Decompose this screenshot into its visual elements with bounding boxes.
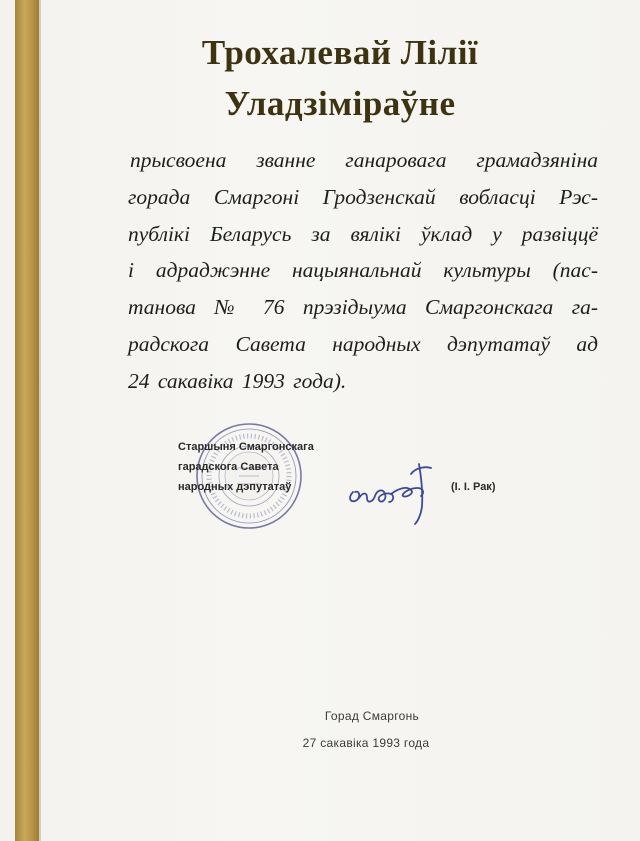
award-text-line: танова № 76 прэзідыума Смаргонскага га-	[128, 295, 598, 320]
award-text-line: радскога Савета народных дэпутатаў ад	[128, 331, 598, 356]
award-text	[128, 142, 598, 400]
issue-place: Горад Смаргонь	[324, 709, 420, 723]
signatory-title-line: народных дэпутатаў	[178, 481, 292, 493]
award-text-line: горада Смаргоні Гродзенскай вобласці Рэс-	[128, 184, 598, 209]
award-text-line: і адраджэнне нацыянальнай культуры (пас-	[128, 258, 598, 283]
award-text-line: 24 сакавіка 1993 года).	[128, 368, 347, 393]
gold-border-band	[15, 0, 39, 841]
issue-date: 27 сакавіка 1993 года	[302, 736, 430, 750]
award-text-line: прысвоена званне ганаровага грамадзяніна	[130, 148, 598, 172]
recipient-name-line2: Уладзіміраўне	[224, 84, 456, 123]
signatory-title-line: Старшыня Смаргонскага	[178, 441, 314, 453]
recipient-name-line1: Трохалевай Лілії	[201, 33, 479, 72]
signatory-title-line: гарадскога Савета	[178, 461, 279, 473]
signatory-name: (І. І. Рак)	[451, 481, 496, 493]
award-text-line: публікі Беларусь за вялікі ўклад у развіццё	[128, 221, 598, 246]
handwritten-signature	[345, 458, 440, 528]
signatory-title	[178, 437, 314, 497]
